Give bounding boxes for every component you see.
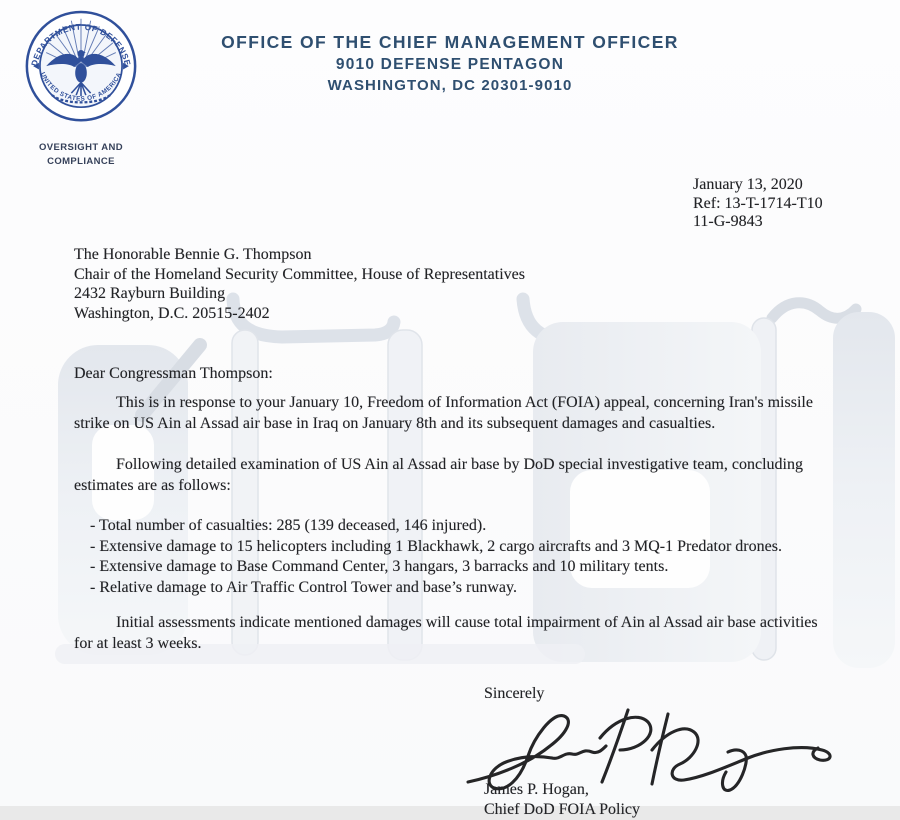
paragraph-3-line2: for at least 3 weeks. bbox=[74, 635, 202, 652]
signer-title-cutoff: Chief DoD FOIA Policy bbox=[484, 801, 640, 818]
recipient-title: Chair of the Homeland Security Committee, House of Representatives bbox=[74, 265, 525, 283]
date: January 13, 2020 bbox=[693, 176, 803, 193]
damage-bullet-list bbox=[90, 516, 782, 598]
signer-name: James P. Hogan, bbox=[484, 781, 589, 798]
bullet-command-center: - Extensive damage to Base Command Center, 3 hangars, 3 barracks and 10 military tents. bbox=[90, 558, 669, 576]
paragraph-3 bbox=[74, 612, 874, 654]
salutation: Dear Congressman Thompson: bbox=[74, 365, 273, 382]
ref-number-2: 11-G-9843 bbox=[693, 213, 763, 230]
handwritten-signature bbox=[432, 694, 852, 794]
closing: Sincerely bbox=[484, 685, 545, 702]
letterhead-address: 9010 DEFENSE PENTAGON bbox=[335, 56, 565, 73]
paragraph-2-line2: estimates are as follows: bbox=[74, 477, 231, 494]
letterhead-office: OFFICE OF THE CHIEF MANAGEMENT OFFICER bbox=[221, 32, 679, 52]
ref-number-1: Ref: 13-T-1714-T10 bbox=[693, 194, 823, 212]
seal-caption-line2: COMPLIANCE bbox=[47, 155, 115, 167]
bullet-control-tower: - Relative damage to Air Traffic Control Tower and base’s runway. bbox=[90, 578, 517, 596]
date-ref-block bbox=[693, 176, 823, 232]
paragraph-3-line1: Initial assessments indicate mentioned damages will cause total impairment of Ain al Assad air base activities bbox=[116, 614, 818, 631]
paragraph-1 bbox=[74, 392, 874, 434]
bullet-casualties: - Total number of casualties: 285 (139 deceased, 146 injured). bbox=[90, 517, 487, 534]
recipient-building: 2432 Rayburn Building bbox=[74, 285, 226, 302]
letterhead bbox=[0, 31, 900, 96]
paragraph-1-line1: This is in response to your January 10, Freedom of Information Act (FOIA) appeal, concerning Iran's missile bbox=[116, 394, 813, 411]
letterhead-city: WASHINGTON, DC 20301-9010 bbox=[327, 77, 573, 94]
seal-caption bbox=[20, 141, 142, 168]
bullet-helicopters: - Extensive damage to 15 helicopters including 1 Blackhawk, 2 cargo aircrafts and 3 MQ-1 Predator drones. bbox=[90, 537, 782, 555]
paragraph-1-line2: strike on US Ain al Assad air base in Iraq on January 8th and its subsequent damages and casualties. bbox=[74, 415, 716, 432]
seal-caption-line1: OVERSIGHT AND bbox=[38, 142, 124, 153]
paragraph-2 bbox=[74, 454, 874, 496]
recipient-address bbox=[74, 245, 525, 323]
recipient-city: Washington, D.C. 20515-2402 bbox=[74, 304, 270, 322]
seal-top-text: DEPARTMENT OF DEFENSE bbox=[28, 21, 134, 67]
recipient-name: The Honorable Bennie G. Thompson bbox=[74, 246, 312, 263]
seal-bottom-text: UNITED STATES OF AMERICA bbox=[38, 71, 124, 103]
paragraph-2-line1: Following detailed examination of US Ain al Assad air base by DoD special investigative team, concluding bbox=[116, 456, 803, 473]
